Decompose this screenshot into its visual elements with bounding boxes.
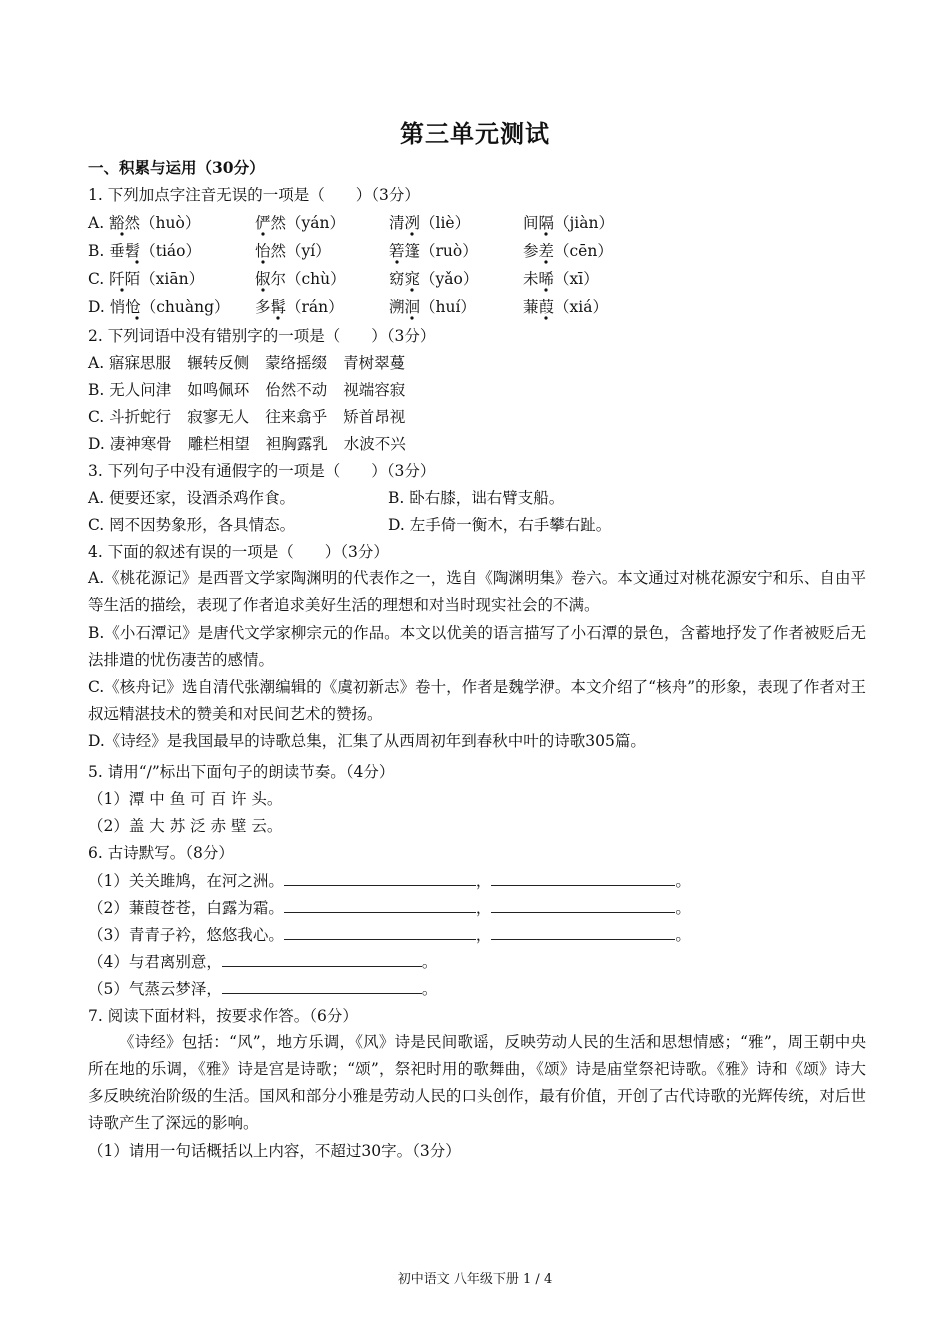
answer-blank[interactable] <box>491 871 675 886</box>
q1-option: 多髯（rán） <box>255 298 344 316</box>
page-footer: 初中语文 八年级下册 1 / 4 <box>397 1272 553 1287</box>
answer-blank[interactable] <box>222 952 422 967</box>
q3-option-b: B. 卧右膝，诎右臂支船。 <box>388 489 565 507</box>
answer-blank[interactable] <box>491 925 675 940</box>
q1-option: 俶尔（chù） <box>255 270 346 288</box>
q4-stem: 4. 下面的叙述有误的一项是（ ）（3分） <box>88 543 389 561</box>
q1-option: D. 悄怆（chuàng） <box>88 298 230 316</box>
q1-option: 怡然（yí） <box>255 242 331 260</box>
q1-option: A. 豁然（huò） <box>88 214 201 232</box>
q1-option: B. 垂髫（tiáo） <box>88 242 202 260</box>
q2-row: C. 斗折蛇行 寂寥无人 往来翕乎 矫首昂视 <box>88 408 406 426</box>
q3-option-c: C. 罔不因势象形，各具情态。 <box>88 516 296 534</box>
q7-subquestion: （1）请用一句话概括以上内容，不超过30字。（3分） <box>88 1142 461 1160</box>
answer-blank[interactable] <box>284 898 476 913</box>
answer-blank[interactable] <box>222 979 422 994</box>
answer-blank[interactable] <box>491 898 675 913</box>
answer-blank[interactable] <box>284 925 476 940</box>
q5-line: （1）潭 中 鱼 可 百 许 头。 <box>88 790 283 808</box>
q6-item: （5）气蒸云梦泽， 。 <box>88 980 438 998</box>
q3-stem: 3. 下列句子中没有通假字的一项是（ ）（3分） <box>88 462 436 480</box>
q6-item: （4）与君离别意， 。 <box>88 953 438 971</box>
q2-row: A. 寤寐思服 辗转反侧 蒙络摇缀 青树翠蔓 <box>88 354 406 372</box>
q4-option-c: C.《核舟记》选自清代张潮编辑的《虞初新志》卷十，作者是魏学洢。本文介绍了“核舟”的形象，表现了作者对王叔远精湛技术的赞美和对民间艺术的赞扬。 <box>88 678 866 723</box>
q7-material: 《诗经》包括：“风”，地方乐调，《风》诗是民间歌谣，反映劳动人民的生活和思想情感；“雅”，周王朝中央所在地的乐调，《雅》诗是宫是诗歌；“颂”，祭祀时用的歌舞曲，《颂》诗是庙堂祭祀诗歌。《雅》诗和《颂》诗大多反映统治阶级的生活。国风和部分小雅是劳动人民的口头创作，最有价值，开创了古代诗歌的光辉传统，对后世诗歌产生了深远的影响。 <box>88 1033 866 1132</box>
q1-stem: 1. 下列加点字注音无误的一项是（ ）（3分） <box>88 186 420 204</box>
emphasis-dots <box>0 0 950 330</box>
q5-line: （2）盖 大 苏 泛 赤 壁 云。 <box>88 817 283 835</box>
q3-option-a: A. 便要还家，设酒杀鸡作食。 <box>88 489 296 507</box>
q2-row: D. 凄神寒骨 雕栏相望 袒胸露乳 水波不兴 <box>88 435 406 453</box>
q1-option: 溯洄（huí） <box>389 298 476 316</box>
page-title: 第三单元测试 <box>400 119 550 148</box>
q4-option-b: B.《小石潭记》是唐代文学家柳宗元的作品。本文以优美的语言描写了小石潭的景色，含蓄地抒发了作者被贬后无法排遣的忧伤凄苦的感情。 <box>88 624 866 669</box>
q4-option-a: A.《桃花源记》是西晋文学家陶渊明的代表作之一，选自《陶渊明集》卷六。本文通过对桃花源安宁和乐、自由平等生活的描绘，表现了作者追求美好生活的理想和对当时现实社会的不满。 <box>88 569 866 614</box>
q4-option-d: D.《诗经》是我国最早的诗歌总集，汇集了从西周初年到春秋中叶的诗歌305篇。 <box>88 732 646 750</box>
q6-item: （3）青青子衿，悠悠我心。 ， 。 <box>88 926 691 944</box>
q1-option: 未晞（xī） <box>523 270 599 288</box>
q7-stem: 7. 阅读下面材料，按要求作答。（6分） <box>88 1007 358 1025</box>
q2-row: B. 无人问津 如鸣佩环 佁然不动 视端容寂 <box>88 381 406 399</box>
answer-blank[interactable] <box>284 871 476 886</box>
q1-option: 间隔（jiàn） <box>523 214 614 232</box>
section-heading: 一、积累与运用（30分） <box>88 158 265 177</box>
q6-stem: 6. 古诗默写。（8分） <box>88 844 234 862</box>
q1-option: C. 阡陌（xiān） <box>88 270 205 288</box>
q1-option: 箬篷（ruò） <box>389 242 478 260</box>
q6-item: （2）蒹葭苍苍，白露为霜。 ， 。 <box>88 899 691 917</box>
q1-option: 窈窕（yǎo） <box>389 270 479 288</box>
q1-option: 蒹葭（xiá） <box>523 298 608 316</box>
q1-option: 俨然（yán） <box>255 214 345 232</box>
q5-stem: 5. 请用“/”标出下面句子的朗读节奏。（4分） <box>88 763 395 781</box>
q6-item: （1）关关雎鸠，在河之洲。 ， 。 <box>88 872 691 890</box>
q1-option: 参差（cēn） <box>523 242 613 260</box>
q1-option: 清冽（liè） <box>389 214 471 232</box>
q3-option-d: D. 左手倚一衡木，右手攀右趾。 <box>388 516 612 534</box>
q2-stem: 2. 下列词语中没有错别字的一项是（ ）（3分） <box>88 327 436 345</box>
